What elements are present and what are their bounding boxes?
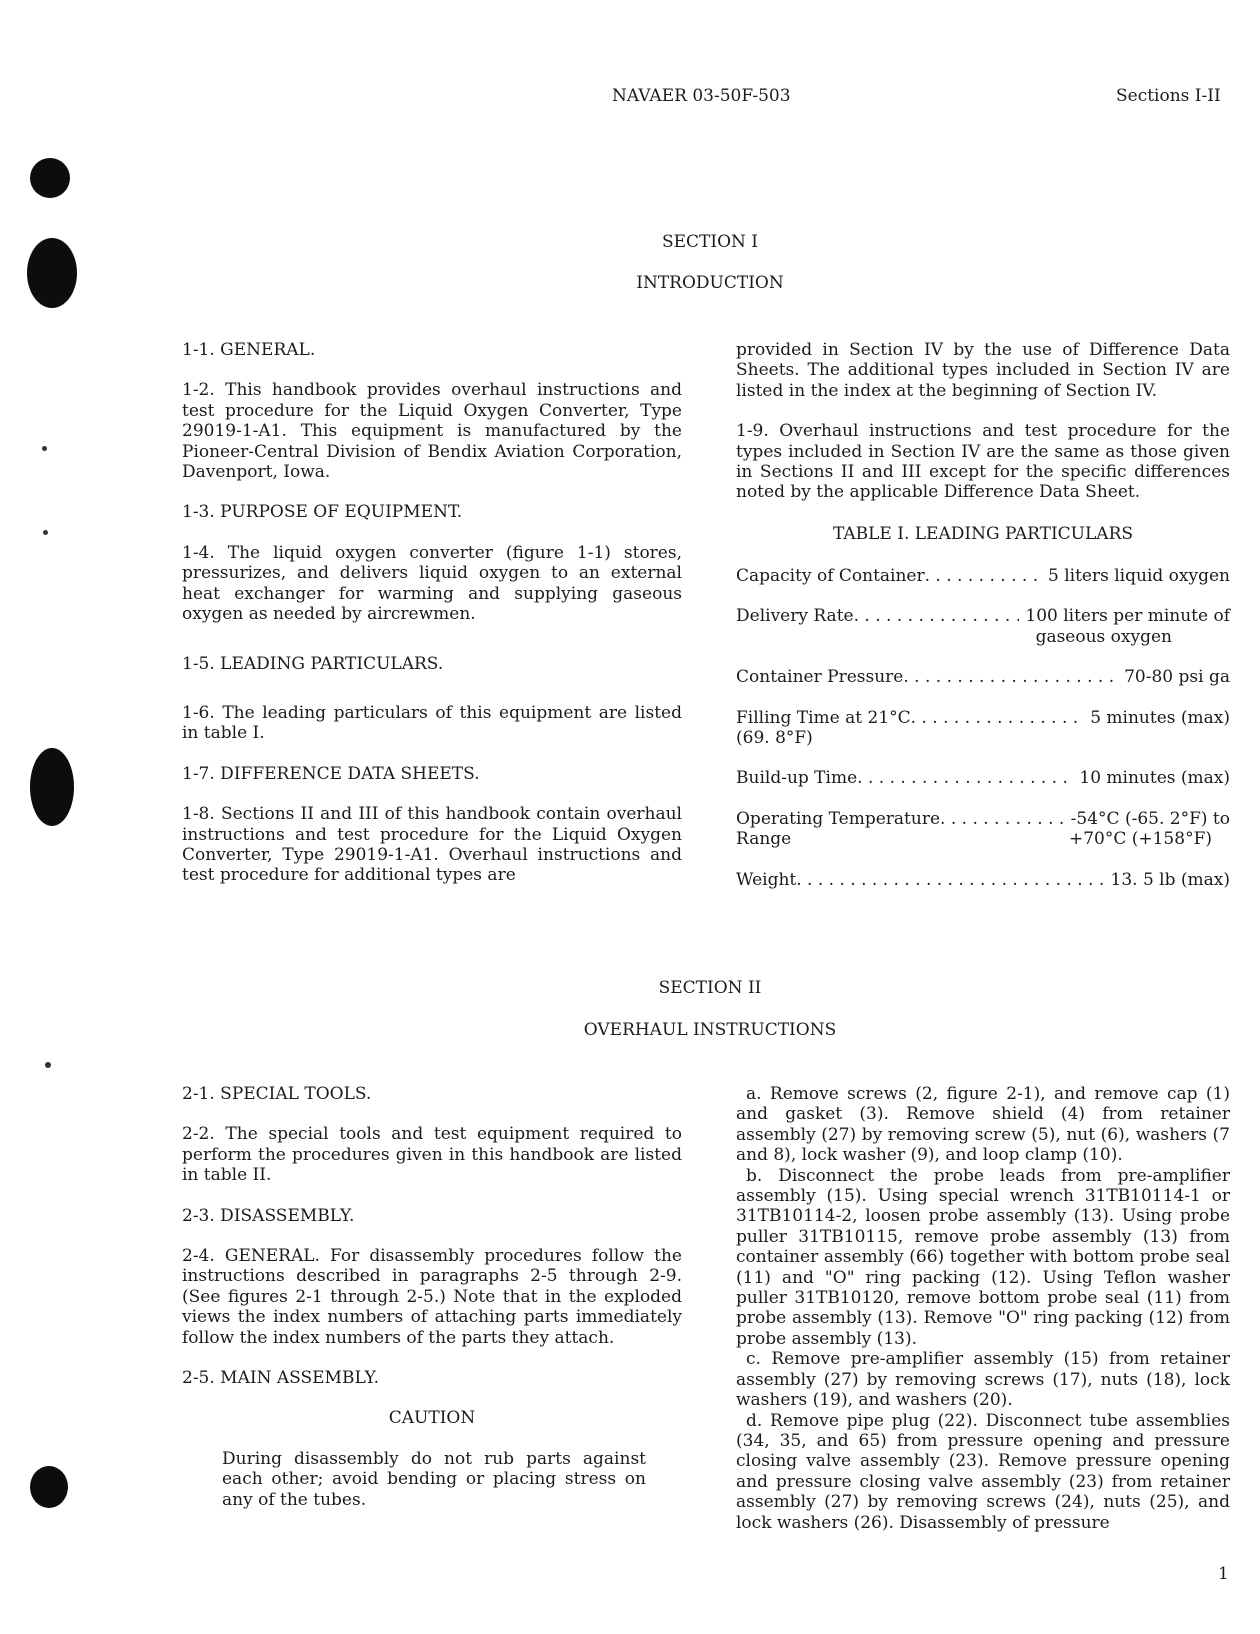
section-1-left-column <box>182 340 682 886</box>
paragraph-1-5: 1-5. LEADING PARTICULARS. <box>182 654 444 675</box>
table-row <box>736 809 1230 850</box>
caution-text: During disassembly do not rub parts against each other; avoid bending or placing stress on any of the tubes. <box>222 1448 646 1510</box>
particular-label: Delivery Rate <box>736 606 854 627</box>
particular-label: Operating Temperature <box>736 808 941 829</box>
paragraph-1-8-continued: provided in Section IV by the use of Difference Data Sheets. The additional types included in Section IV are listed in the index at the beginning of Section IV. <box>736 340 1230 401</box>
paragraph-1-6: 1-6. The leading particulars of this equipment are listed in table I. <box>182 702 682 744</box>
particular-value: 70-80 psi ga <box>1124 667 1230 688</box>
table-1-title: TABLE I. LEADING PARTICULARS <box>832 524 1134 544</box>
paragraph-2-1: 2-1. SPECIAL TOOLS. <box>182 1084 372 1104</box>
particular-label: Capacity of Container <box>736 566 925 586</box>
paragraph-1-8: 1-8. Sections II and III of this handbook contain overhaul instructions and test procedure for the Liquid Oxygen Converter, Type 29019-1-A1. Overhaul instructions and test procedure for additional types are <box>182 804 682 886</box>
particular-value: 10 minutes (max) <box>1079 768 1230 789</box>
paragraph-1-9: 1-9. Overhaul instructions and test procedure for the types included in Section IV are the same as those given in Sections II and III except for the specific differences noted by the applicable Difference Data Sheet. <box>736 421 1230 503</box>
leader-dots <box>903 667 1118 687</box>
binder-hole-3 <box>30 748 74 826</box>
step-b: b. Disconnect the probe leads from pre-amplifier assembly (15). Using special wrench 31TB10114-1 or 31TB10114-2, loosen probe assembly (13). Using probe puller 31TB10115, remove probe assembly (13) from container assembly (66) together with bottom probe seal (11) and "O" ring packing (12). Using Teflon washer puller 31TB10120, remove bottom probe seal (11) from probe assembly (13). Remove "O" ring packing (12) from probe assembly (13). <box>736 1165 1230 1349</box>
step-a: a. Remove screws (2, figure 2-1), and remove cap (1) and gasket (3). Remove shield (4) from retainer assembly (27) by removing screw (5), nut (6), washers (7 and 8), lock washer (9), and loop clamp (10). <box>736 1084 1230 1166</box>
particular-value: -54°C (-65. 2°F) to <box>1070 808 1230 829</box>
section-1-right-column <box>736 340 1230 503</box>
scan-speck <box>45 1062 51 1068</box>
binder-hole-1 <box>30 158 70 198</box>
particular-value: 5 liters liquid oxygen <box>1048 566 1230 586</box>
paragraph-1-2: 1-2. This handbook provides overhaul instructions and test procedure for the Liquid Oxygen Converter, Type 29019-1-A1. This equipment is manufactured by the Pioneer-Central Division of Bendix Aviation Corporation, Davenport, Iowa. <box>182 380 682 483</box>
table-row <box>736 870 1230 890</box>
section-1-title: INTRODUCTION <box>636 273 784 293</box>
paragraph-1-1: 1-1. GENERAL. <box>182 340 316 360</box>
table-row <box>736 566 1230 586</box>
table-row <box>736 768 1230 788</box>
leader-dots <box>857 768 1073 788</box>
particular-value: 13. 5 lb (max) <box>1110 869 1230 890</box>
paragraph-2-4: 2-4. GENERAL. For disassembly procedures follow the instructions described in paragraphs 2-5 through 2-9. (See figures 2-1 through 2-5.) Note that in the exploded views the index numbers of attaching parts immediately follow the index numbers of the parts they attach. <box>182 1246 682 1348</box>
document-number: NAVAER 03-50F-503 <box>612 86 791 106</box>
section-2-left-column <box>182 1084 682 1510</box>
section-range: Sections I-II <box>1116 86 1221 106</box>
leader-dots <box>925 566 1042 586</box>
section-2-right-column <box>736 1084 1230 1533</box>
leader-dots <box>911 708 1085 728</box>
step-c: c. Remove pre-amplifier assembly (15) from retainer assembly (27) by removing screws (17), nuts (18), lock washers (19), and washers (20). <box>736 1349 1230 1411</box>
paragraph-1-4: 1-4. The liquid oxygen converter (figure 1-1) stores, pressurizes, and delivers liquid oxygen to an external heat exchanger for warming and supplying gaseous oxygen as needed by aircrewmen. <box>182 542 682 625</box>
page-number: 1 <box>1218 1564 1229 1584</box>
section-1-number: SECTION I <box>661 232 759 252</box>
particular-label-line-2: Range <box>736 829 792 850</box>
particular-value: 100 liters per minute of <box>1025 606 1230 627</box>
table-row <box>736 606 1230 647</box>
table-1-leading-particulars <box>736 566 1230 890</box>
paragraph-1-7: 1-7. DIFFERENCE DATA SHEETS. <box>182 763 480 784</box>
particular-value: 5 minutes (max) <box>1090 707 1230 728</box>
caution-heading: CAUTION <box>388 1408 476 1429</box>
particular-label: Weight <box>736 869 797 890</box>
binder-hole-4 <box>30 1466 68 1508</box>
paragraph-2-5: 2-5. MAIN ASSEMBLY. <box>182 1368 380 1389</box>
particular-label: Filling Time at 21°C <box>736 707 911 728</box>
table-row <box>736 667 1230 687</box>
leader-dots <box>854 606 1020 626</box>
particular-label: Container Pressure <box>736 667 904 688</box>
leader-dots <box>940 809 1065 829</box>
particular-label: Build-up Time <box>736 768 858 789</box>
section-2-title: OVERHAUL INSTRUCTIONS <box>583 1020 837 1040</box>
paragraph-2-3: 2-3. DISASSEMBLY. <box>182 1205 355 1226</box>
scan-speck <box>42 446 47 451</box>
table-row <box>736 708 1230 749</box>
paragraph-1-3: 1-3. PURPOSE OF EQUIPMENT. <box>182 502 463 523</box>
leader-dots <box>796 870 1104 890</box>
step-d: d. Remove pipe plug (22). Disconnect tube assemblies (34, 35, and 65) from pressure opening and pressure closing valve assembly (23). Remove pressure opening and pressure closing valve assembly (23) from retainer assembly (27) by removing screws (24), nuts (25), and lock washers (26). Disassembly of pressure <box>736 1410 1230 1533</box>
section-2-number: SECTION II <box>658 978 762 998</box>
particular-value-line-2: gaseous oxygen <box>1035 626 1172 647</box>
particular-value-line-2: +70°C (+158°F) <box>1068 829 1212 850</box>
particular-label-line-2: (69. 8°F) <box>736 728 813 749</box>
paragraph-2-2: 2-2. The special tools and test equipment required to perform the procedures given in this handbook are listed in table II. <box>182 1124 682 1186</box>
scan-speck <box>43 530 48 535</box>
